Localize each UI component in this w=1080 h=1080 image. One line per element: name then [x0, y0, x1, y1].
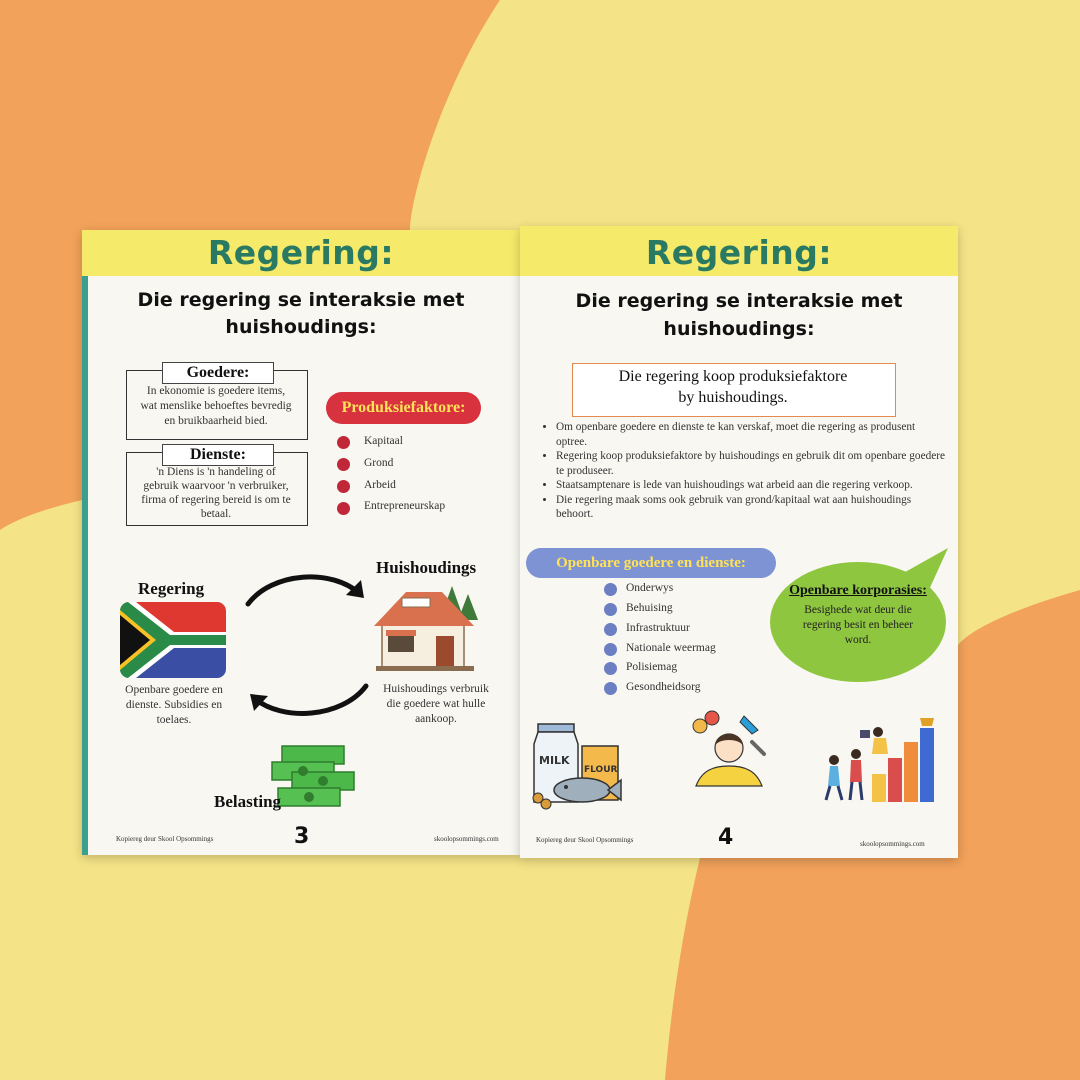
- huishoudings-caption-line1: Huishoudings verbruik: [383, 683, 489, 695]
- page-subtitle-line2: huishoudings:: [663, 318, 815, 340]
- dienste-line4: betaal.: [200, 508, 232, 520]
- bullet-dot: [604, 682, 617, 695]
- goedere-title: Goedere:: [162, 362, 274, 384]
- bullet-item: • Regering koop produksiefaktore by huishoudings en gebruik dit om openbare goedere te produseer.: [556, 449, 946, 478]
- korporasies-title: Openbare korporasies:: [789, 583, 927, 598]
- footer-copyright: Kopiereg deur Skool Opsommings: [536, 836, 634, 844]
- page-number: 4: [718, 825, 734, 850]
- booklet-page-left: [82, 230, 520, 855]
- produksiefaktor-item: Arbeid: [364, 479, 396, 491]
- page-subtitle-line1: Die regering se interaksie met: [137, 289, 465, 311]
- openbare-item: Behuising: [626, 602, 673, 614]
- korporasies-line1: Besighede wat deur die: [804, 604, 912, 616]
- produksiefaktor-item: Grond: [364, 457, 394, 469]
- booklet-page-right: [520, 226, 958, 858]
- produksiefaktor-item: Kapitaal: [364, 435, 403, 447]
- dienste-line3: firma of regering bereid is om te: [141, 494, 291, 506]
- page-number: 3: [294, 824, 310, 849]
- bullet-item: • Die regering maak soms ook gebruik van grond/kapitaal wat aan huishoudings behoort.: [556, 493, 946, 522]
- belasting-label: Belasting: [214, 792, 282, 811]
- growth-chart-team-icon: [816, 714, 942, 806]
- footer-copyright: Kopiereg deur Skool Opsommings: [116, 835, 214, 843]
- produksiefaktor-item: Entrepreneurskap: [364, 500, 446, 512]
- huishoudings-caption-line2: die goedere wat hulle: [386, 698, 486, 710]
- openbare-item: Nationale weermag: [626, 642, 716, 654]
- south-africa-flag-icon: [120, 602, 226, 678]
- footer-website: skoolopsommings.com: [434, 835, 499, 843]
- bullet-item: • Om openbare goedere en dienste te kan verskaf, moet die regering as produsent optree.: [556, 420, 946, 449]
- house-icon: [372, 580, 484, 674]
- groceries-icon: [526, 718, 622, 810]
- milk-label: MILK: [539, 754, 570, 767]
- service-worker-icon: [688, 710, 770, 794]
- key-statement-line1: Die regering koop produksiefaktore: [618, 368, 848, 385]
- page-title: Regering:: [207, 233, 395, 272]
- dienste-title: Dienste:: [162, 444, 274, 466]
- bullet-item: • Staatsamptenare is lede van huishoudings wat arbeid aan die regering verkoop.: [556, 478, 946, 493]
- openbare-item: Infrastruktuur: [626, 622, 690, 634]
- openbare-item: Polisiemag: [626, 661, 678, 673]
- curved-arrow-right-icon: [242, 568, 372, 613]
- bullet-dot: [604, 623, 617, 636]
- goedere-line1: In ekonomie is goedere items,: [146, 385, 286, 397]
- curved-arrow-left-icon: [242, 680, 372, 725]
- page-subtitle-line1: Die regering se interaksie met: [575, 290, 903, 312]
- regering-caption-line2: dienste. Subsidies en: [125, 699, 223, 711]
- goedere-line2: wat menslike behoeftes bevredig: [140, 400, 292, 412]
- page-subtitle-line2: huishoudings:: [225, 316, 377, 338]
- footer-website: skoolopsommings.com: [860, 840, 925, 848]
- bullet-dot: [337, 502, 350, 515]
- regering-label: Regering: [138, 579, 205, 598]
- regering-caption-line1: Openbare goedere en: [125, 684, 223, 696]
- bullet-dot: [337, 480, 350, 493]
- openbare-item: Gesondheidsorg: [626, 681, 701, 693]
- bullet-dot: [604, 662, 617, 675]
- bullet-dot: [604, 583, 617, 596]
- bullet-dot: [604, 643, 617, 656]
- korporasies-line3: word.: [844, 634, 872, 646]
- bullet-list: [542, 420, 946, 522]
- regering-caption-line3: toelaes.: [156, 714, 192, 726]
- dienste-line2: gebruik waarvoor 'n verbruiker,: [143, 480, 289, 492]
- page-title: Regering:: [645, 233, 833, 272]
- openbare-goedere-heading: Openbare goedere en dienste:: [526, 548, 776, 578]
- bullet-dot: [337, 458, 350, 471]
- korporasies-line2: regering besit en beheer: [802, 619, 914, 631]
- key-statement-line2: by huishoudings.: [678, 389, 788, 406]
- flour-label: FLOUR: [584, 765, 618, 775]
- huishoudings-caption-line3: aankoop.: [415, 713, 457, 725]
- bullet-dot: [604, 603, 617, 616]
- bullet-dot: [337, 436, 350, 449]
- produksiefaktore-heading: Produksiefaktore:: [326, 392, 481, 424]
- huishoudings-label: Huishoudings: [376, 558, 477, 577]
- dienste-line1: 'n Diens is 'n handeling of: [156, 466, 276, 478]
- openbare-item: Onderwys: [626, 582, 674, 594]
- goedere-line3: en bruikbaarheid bied.: [164, 415, 268, 427]
